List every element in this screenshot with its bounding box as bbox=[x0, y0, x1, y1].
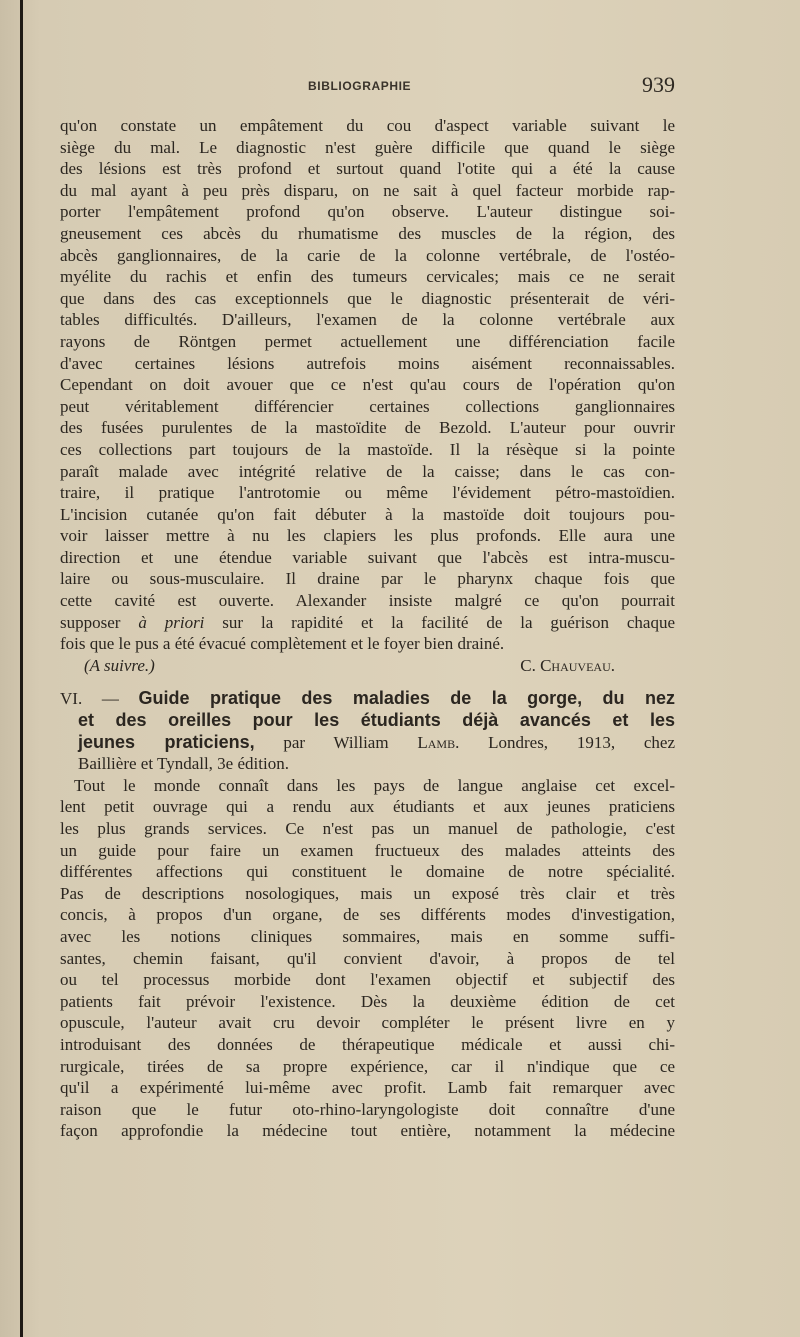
page-number: 939 bbox=[642, 72, 675, 97]
text-line: Tout le monde connaît dans les pays de langue anglaise cet excel- bbox=[74, 775, 675, 795]
text-line: patients fait prévoir l'existence. Dès la deuxième édition de cet bbox=[60, 991, 675, 1011]
text-line: porter l'empâtement profond qu'on observe. L'auteur distingue soi- bbox=[60, 202, 675, 222]
italic-phrase: à priori bbox=[138, 612, 205, 632]
book-title: jeunes praticiens, bbox=[78, 731, 255, 752]
text-line bbox=[60, 612, 675, 634]
text-line: santes, chemin faisant, qu'il convient d'avoir, à propos de tel bbox=[60, 948, 675, 968]
text-line: ces collections part toujours de la mastoïde. Il la résèque si la pointe bbox=[60, 439, 675, 459]
text-line: que dans des cas exceptionnels que le diagnostic présenterait de véri- bbox=[60, 288, 675, 308]
text-line: myélite du rachis et enfin des tumeurs cervicales; mais ce ne serait bbox=[60, 267, 675, 287]
text-line: Cependant on doit avouer que ce n'est qu'au cours de l'opération qu'on bbox=[60, 375, 675, 395]
text-line: voir laisser mettre à nu les clapiers les plus profonds. Elle aura une bbox=[60, 526, 675, 546]
book-author: Lamb bbox=[417, 732, 456, 752]
text-line: L'incision cutanée qu'on fait débuter à la mastoïde doit toujours pou- bbox=[60, 504, 675, 524]
section-gap bbox=[60, 676, 675, 688]
text-line: ou tel processus morbide dont l'examen objectif et subjectif des bbox=[60, 970, 675, 990]
text-line: raison que le futur oto-rhino-laryngologiste doit connaître d'une bbox=[60, 1099, 675, 1119]
text-line: gneusement ces abcès du rhumatisme des muscles de la région, des bbox=[60, 223, 675, 243]
publisher-line: Baillière et Tyndall, 3e édition. bbox=[78, 754, 289, 774]
text-line: peut véritablement différencier certaines collections ganglionnaires bbox=[60, 396, 675, 416]
text-line: un guide pour faire un examen fructueux des malades atteints des bbox=[60, 840, 675, 860]
text-line: façon approfondie la médecine tout entière, notamment la médecine bbox=[60, 1121, 675, 1141]
text-line: rayons de Röntgen permet actuellement une différenciation facile bbox=[60, 331, 675, 351]
text-line: différentes affections qui constituent le domaine de notre spécialité. bbox=[60, 862, 675, 882]
text-line: du mal ayant à peu près disparu, on ne sait à quel facteur morbide rap- bbox=[60, 180, 675, 200]
text-fragment: par William bbox=[254, 732, 418, 752]
reviewer-signature: C. Chauveau. bbox=[520, 655, 615, 675]
text-fragment: . Londres, 1913, chez bbox=[455, 732, 675, 752]
text-line: rurgicale, tirées de sa propre expérience, car il n'indique que ce bbox=[60, 1056, 675, 1076]
signature-row bbox=[60, 655, 675, 677]
book-title: et des oreilles pour les étudiants déjà avancés et les bbox=[78, 710, 675, 731]
text-line: concis, à propos d'un organe, de ses différents modes d'investigation, bbox=[60, 905, 675, 925]
text-line: des lésions est très profond et surtout quand l'otite qui a été la cause bbox=[60, 159, 675, 179]
text-line: tables difficultés. D'ailleurs, l'examen de la colonne vertébrale aux bbox=[60, 310, 675, 330]
text-line: direction et une étendue variable suivant que l'abcès est intra-muscu- bbox=[60, 547, 675, 567]
text-line: qu'il a expérimenté lui-même avec profit. Lamb fait remarquer avec bbox=[60, 1078, 675, 1098]
review-heading-line bbox=[60, 710, 675, 732]
book-title: Guide pratique des maladies de la gorge, du nez bbox=[138, 688, 675, 709]
text-line: abcès ganglionnaires, de la carie de la colonne vertébrale, de l'ostéo- bbox=[60, 245, 675, 265]
text-line: lent petit ouvrage qui a rendu aux étudiants et aux jeunes praticiens bbox=[60, 797, 675, 817]
text-line: introduisant des données de thérapeutique médicale et aussi chi- bbox=[60, 1034, 675, 1054]
text-fragment: supposer bbox=[60, 612, 121, 632]
review-heading-line bbox=[60, 732, 675, 754]
text-line: les plus grands services. Ce n'est pas un manuel de pathologie, c'est bbox=[60, 819, 675, 838]
review-v-continuation bbox=[60, 115, 675, 676]
text-line: cette cavité est ouverte. Alexander insiste malgré ce qu'on pourrait bbox=[60, 591, 675, 611]
text-line: avec les notions cliniques sommaires, mais en somme suffi- bbox=[60, 926, 675, 946]
text-line: des fusées purulentes de la mastoïdite de Bezold. L'auteur pour ouvrir bbox=[60, 418, 675, 438]
text-line: traire, il pratique l'antrotomie ou même l'évidement pétro-mastoïdien. bbox=[60, 483, 675, 503]
to-be-continued: (A suivre.) bbox=[84, 655, 155, 675]
page-header bbox=[60, 72, 675, 102]
running-head: BIBLIOGRAPHIE bbox=[308, 79, 412, 93]
text-line: opuscule, l'auteur avait cru devoir compléter le présent livre en y bbox=[60, 1013, 675, 1033]
section-numeral: VI. — bbox=[60, 689, 119, 709]
page-body bbox=[60, 115, 675, 1142]
text-line: d'avec certaines lésions autrefois moins aisément reconnaissables. bbox=[60, 353, 675, 373]
text-line: laire ou sous-musculaire. Il draine par le pharynx chaque fois que bbox=[60, 569, 675, 589]
text-line: siège du mal. Le diagnostic n'est guère difficile que quand le siège bbox=[60, 137, 675, 157]
text-line: qu'on constate un empâtement du cou d'aspect variable suivant le bbox=[60, 116, 675, 135]
text-fragment: sur la rapidité et la facilité de la guérison chaque bbox=[204, 612, 675, 632]
review-vi bbox=[60, 688, 675, 1141]
review-heading-line bbox=[60, 688, 675, 710]
text-line: fois que le pus a été évacué complètement et le foyer bien drainé. bbox=[60, 634, 505, 654]
text-line: Pas de descriptions nosologiques, mais un exposé très clair et très bbox=[60, 883, 675, 903]
page-binding-edge bbox=[20, 0, 23, 1337]
text-line: paraît malade avec intégrité relative de la caisse; dans le cas con- bbox=[60, 461, 675, 481]
